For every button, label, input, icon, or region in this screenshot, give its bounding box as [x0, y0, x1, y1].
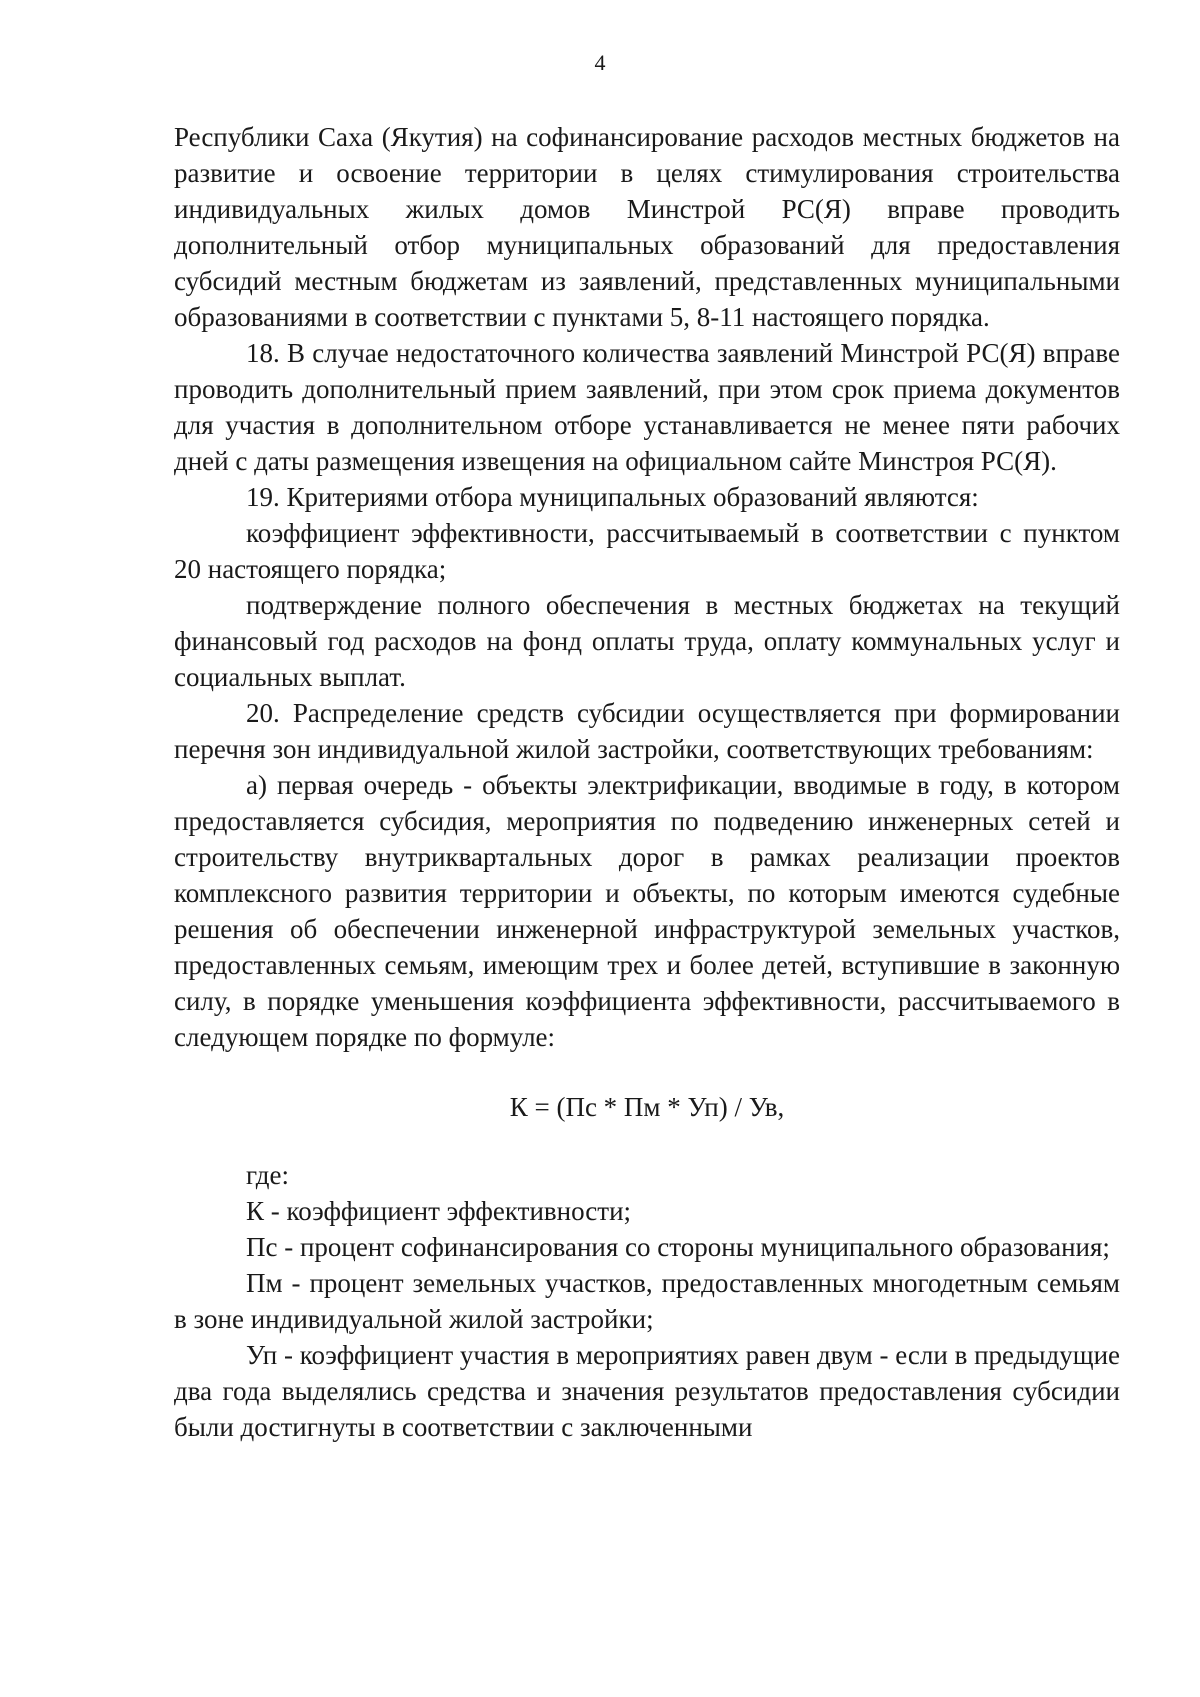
paragraph-where: где: [246, 1160, 289, 1190]
paragraph-criterion-efficiency: коэффициент эффективности, рассчитываемый в соответствии с пунктом 20 настоящего порядка; [174, 518, 1120, 584]
definition-up: Уп - коэффициент участия в мероприятиях равен двум - если в предыдущие два года выделялись средства и значения результатов предоставления субсидии были достигнуты в соответствии с заключенными [174, 1340, 1120, 1442]
paragraph-item-19: 19. Критериями отбора муниципальных образований являются: [246, 482, 979, 512]
paragraph-item-18: 18. В случае недостаточного количества заявлений Минстрой РС(Я) вправе проводить дополнительный прием заявлений, при этом срок приема документов для участия в дополнительном отборе устанавливается не менее пяти рабочих дней с даты размещения извещения на официальном сайте Минстроя РС(Я). [174, 338, 1120, 476]
efficiency-formula: К = (Пс * Пм * Уп) / Ув, [509, 1092, 785, 1122]
document-body [174, 119, 1120, 1445]
definition-pm: Пм - процент земельных участков, предоставленных многодетным семьям в зоне индивидуальной жилой застройки; [174, 1268, 1120, 1334]
definition-k: К - коэффициент эффективности; [246, 1196, 632, 1226]
definition-ps: Пс - процент софинансирования со стороны муниципального образования; [246, 1232, 1110, 1262]
paragraph-intro-continuation: Республики Саха (Якутия) на софинансирование расходов местных бюджетов на развитие и освоение территории в целях стимулирования строительства индивидуальных жилых домов Минстрой РС(Я) вправе проводить дополнительный отбор муниципальных образований для предоставления субсидий местным бюджетам из заявлений, представленных муниципальными образованиями в соответствии с пунктами 5, 8-11 настоящего порядка. [174, 122, 1120, 332]
paragraph-item-20a: а) первая очередь - объекты электрификации, вводимые в году, в котором предоставляется субсидия, мероприятия по подведению инженерных сетей и строительству внутриквартальных дорог в рамках реализации проектов комплексного развития территории и объекты, по которым имеются судебные решения об обеспечении инженерной инфраструктурой земельных участков, предоставленных семьям, имеющим трех и более детей, вступившие в законную силу, в порядке уменьшения коэффициента эффективности, рассчитываемого в следующем порядке по формуле: [174, 770, 1120, 1052]
paragraph-criterion-budget: подтверждение полного обеспечения в местных бюджетах на текущий финансовый год расходов на фонд оплаты труда, оплату коммунальных услуг и социальных выплат. [174, 590, 1120, 692]
paragraph-item-20: 20. Распределение средств субсидии осуществляется при формировании перечня зон индивидуальной жилой застройки, соответствующих требованиям: [174, 698, 1120, 764]
page-number: 4 [594, 50, 606, 75]
